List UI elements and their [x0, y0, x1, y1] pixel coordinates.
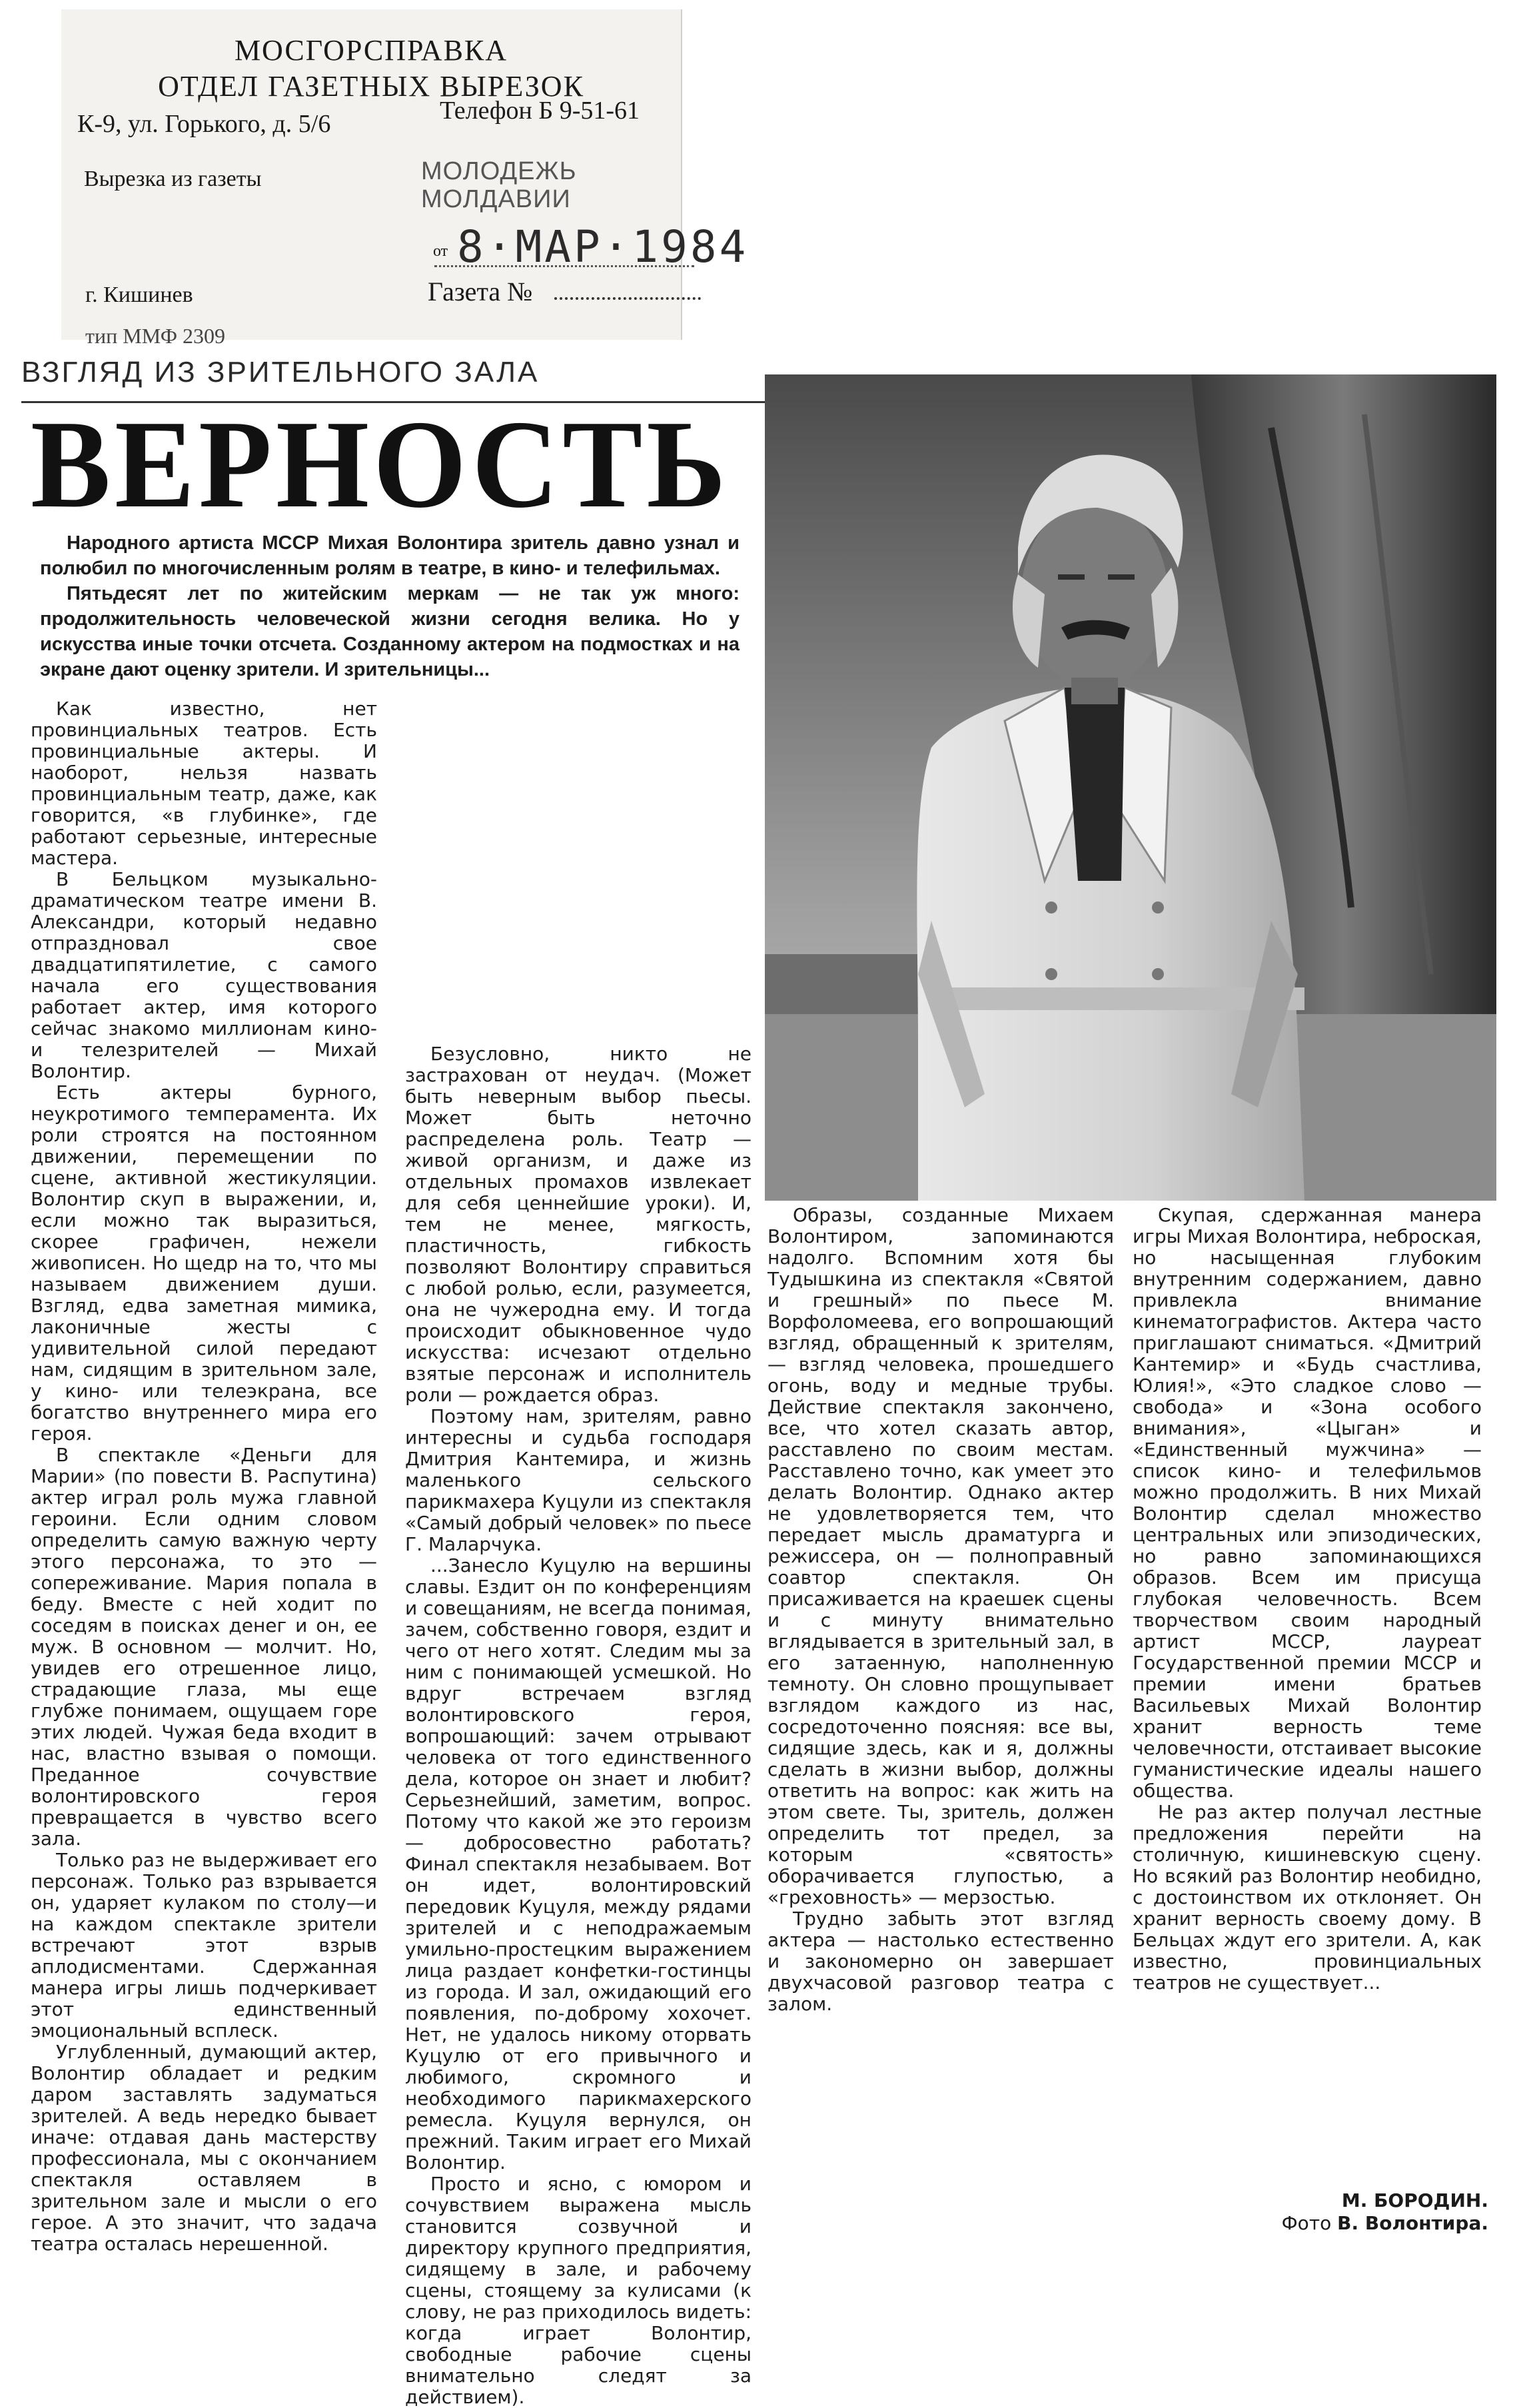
col1-p3: Есть актеры бурного, неукротимого темперамента. Их роли строятся на постоянном движении, перемещении по сцене, активной жестикуляции. Волонтир скуп в выражении, и, если можно так выразиться, скорее графичен, нежели живописен. Но щедр на то, что мы называем движением души. Взгляд, едва заметная мимика, лаконичные жесты с удивительной силой передают нам, сидящим в зрительном зале, у кино- или телеэкрана, все богатство внутреннего мира его героя.: [31, 1081, 377, 1445]
text-column-1: [31, 698, 377, 2255]
col1-p6: Углубленный, думающий актер, Волонтир обладает и редким даром заставлять задуматься зрителей. А ведь нередко бывает иначе: отдавая дань мастерству профессионала, мы с окончанием спектакля оставляем в зрительном зале и мысли о его герое. А это значит, что задача театра осталась нерешенной.: [31, 2041, 377, 2255]
col4-p1: Скупая, сдержанная манера игры Михая Волонтира, неброская, но насыщенная глубоким внутренним содержанием, давно привлекла внимание кинематографистов. Актера часто приглашают сниматься. «Дмитрий Кантемир» и «Будь счастлива, Юлия!», «Это сладкое слово — свобода» и «Зона особого внимания», «Цыган» и «Единственный мужчина» — список кино- и телефильмов можно продолжить. В них Михай Волонтир сделал множество центральных или эпизодических, но равно запоминающихся образов. Всем им присуща глубокая человечность. Всем творчеством своим народный артист МССР, лауреат Государственной премии МССР и премии имени братьев Васильевых Михай Волонтир хранит верность теме человечности, отстаивает высокие гуманистические идеалы нашего общества.: [1133, 1204, 1482, 1802]
issue-label: Газета №: [428, 277, 533, 306]
date-line: [434, 265, 694, 267]
col2-p3: ...Занесло Куцулю на вершины славы. Ездит он по конференциям и совещаниям, не всегда понимая, зачем, собственно говоря, ездит и чего от него хотят. Следим мы за ним с понимающей усмешкой. Но вдруг встречаем взгляд волонтировского героя, вопрошающий: зачем отрывают человека от того единственного дела, которое он знает и любит? Серьезнейший, заметим, вопрос. Потому что какой же это героизм — добросовестно работать? Финал спектакля незабываем. Вот он идет, волонтировский передовик Куцуля, между рядами зрителей и с неподражаемым умильно-простецким выражением лица раздает конфетки-гостинцы из города. И зал, ожидающий его появления, по-доброму хохочет. Нет, не удалось никому оторвать Куцулю от его привычного и любимого, скромного и необходимого парикмахерского ремесла. Куцуля вернулся, он прежний. Таким играет его Михай Волонтир.: [405, 1554, 752, 2173]
newspaper-article: [7, 337, 1496, 2408]
byline: [1282, 2189, 1488, 2235]
rubric: ВЗГЛЯД ИЗ ЗРИТЕЛЬНОГО ЗАЛА: [21, 356, 540, 388]
clipping-label: [61, 9, 749, 348]
lead-p2: Пятьдесят лет по житейским меркам — не так уж много: продолжительность человеческой жизни сегодня велика. Но у искусства иные точки отсчета. Созданному актером на подмостках и на экране дают оценку зрители. И зрительницы...: [40, 583, 740, 680]
photo-credit-name: В. Волонтира.: [1337, 2212, 1488, 2234]
col4-p2: Не раз актер получал лестные предложения перейти на столичную, кишиневскую сцену. Но всякий раз Волонтир необидно, с достоинством их отклоняет. Он хранит верность своему дому. В Бельцах ждут его зрители. А, как известно, провинциальных театров не существует...: [1133, 1801, 1482, 1994]
date-label: от: [433, 243, 448, 260]
col3-p2: Трудно забыть этот взгляд актера — настолько естественно и закономерно он завершает двухчасовой разговор театра с залом.: [767, 1908, 1114, 2015]
newspaper-name-stamp: МОЛОДЕЖЬ МОЛДАВИИ: [421, 157, 577, 213]
print-code: тип ММФ 2309: [85, 324, 225, 348]
clipping-dept: ОТДЕЛ ГАЗЕТНЫХ ВЫРЕЗОК: [158, 70, 584, 103]
text-column-3: [767, 1205, 1114, 2015]
text-column-4: [1133, 1205, 1482, 1994]
col1-p4: В спектакле «Деньги для Марии» (по повести В. Распутина) актер играл роль мужа главной героини. Если одним словом определить самую важную черту этого персонажа, то это — сопереживание. Мария попала в беду. Вместе с ней ходит по соседям в поисках денег и он, ее муж. В основном — молчит. Но, увидев его отрешенное лицо, страдающие глаза, мы еще глубже понимаем, ощущаем горе этих людей. Чужая беда входит в нас, властно взывая о помощи. Преданное сочувствие волонтировского героя превращается в чувство всего зала.: [31, 1444, 377, 1850]
photo-credit-label: Фото: [1281, 2212, 1332, 2234]
clipping-city: г. Кишинев: [85, 283, 193, 307]
col2-p4: Просто и ясно, с юмором и сочувствием выражена мысль становится созвучной и директору крупного предприятия, сидящему в зале, и рабочему сцены, стоящему за кулисами (к слову, не раз приходилось видеть: когда играет Волонтир, свободные рабочие сцены внимательно следят за действием).: [405, 2173, 752, 2408]
col1-p1: Как известно, нет провинциальных театров. Есть провинциальные актеры. И наоборот, нельзя назвать провинциальным театр, даже, как говорится, «в глубинке», где работают серьезные, интересные мастера.: [31, 698, 377, 869]
col2-p2: Поэтому нам, зрителям, равно интересны и судьба господаря Дмитрия Кантемира, и жизнь маленького сельского парикмахера Куцули из спектакля «Самый добрый человек» по пьесе Г. Маларчука.: [405, 1405, 752, 1555]
col3-p1: Образы, созданные Михаем Волонтиром, запоминаются надолго. Вспомним хотя бы Тудышкина из спектакля «Святой и грешный» по пьесе М. Ворфоломеева, его вопрошающий взгляд, обращенный к зрителям, — взгляд человека, прошедшего огонь, воду и медные трубы. Действие спектакля закончено, все, что хотел сказать автор, расставлено по своим местам. Расставлено точно, как умеет это делать Волонтир. Однако актер не удовлетворяется тем, что передает мысль драматурга и режиссера, он — полноправный соавтор спектакля. Он присаживается на краешек сцены и с минуту внимательно вглядывается в зрительный зал, в его затаенную, наполненную темноту. Он словно прощупывает взглядом каждого из нас, сосредоточенно поясняя: все вы, сидящие здесь, как и я, должны сделать в жизни выбор, должны ответить на вопрос: как жить на этом свете. Ты, зритель, должен определить тот предел, за которым «святость» оборачивается глупостью, а «греховность» — мерзостью.: [767, 1204, 1114, 1908]
clipping-org: МОСГОРСПРАВКА: [234, 34, 508, 67]
clipping-address: К-9, ул. Горького, д. 5/6: [77, 110, 331, 138]
clipping-phone: Телефон Б 9-51-61: [440, 97, 640, 125]
actor-photo: [765, 374, 1496, 1201]
text-column-2: [405, 1043, 752, 2408]
lead-p1: Народного артиста МССР Михая Волонтира зритель давно узнал и полюбил по многочисленным ролям в театре, в кино- и телефильмах.: [40, 532, 740, 579]
headline: ВЕРНОСТЬ: [31, 394, 730, 534]
col1-p5: Только раз не выдерживает его персонаж. Только раз взрывается он, ударяет кулаком по столу—и на каждом спектакле зрители встречают этот взрыв аплодисментами. Сдержанная манера игры лишь подчеркивает этот единственный эмоциональный всплеск.: [31, 1849, 377, 2042]
col1-p2: В Бельцком музыкально-драматическом театре имени В. Александри, который недавно отпраздновал свое двадцатипятилетие, с самого начала его существования работает актер, имя которого сейчас знакомо миллионам кино- и телезрителей — Михай Волонтир.: [31, 868, 377, 1082]
photo-credit: [1282, 2212, 1488, 2235]
issue-line: [554, 297, 701, 300]
actor-photo-image: [765, 374, 1496, 1201]
date-stamp: 8·МАР·1984: [457, 221, 749, 273]
clipping-cut-label: Вырезка из газеты: [84, 167, 262, 191]
col2-p1: Безусловно, никто не застрахован от неудач. (Может быть неверным выбор пьесы. Может быть неточно распределена роль. Театр — живой организм, и даже из отдельных промахов извлекает для себя ценнейшие уроки). И, тем не менее, мягкость, пластичность, гибкость позволяют Волонтиру справиться с любой ролью, если, разумеется, она не чужеродна ему. И тогда происходит обыкновенное чудо искусства: исчезают отдельно взятые персонаж и исполнитель роли — рождается образ.: [405, 1043, 752, 1406]
lead-paragraph: [40, 530, 740, 682]
author-name: М. БОРОДИН.: [1341, 2189, 1488, 2211]
